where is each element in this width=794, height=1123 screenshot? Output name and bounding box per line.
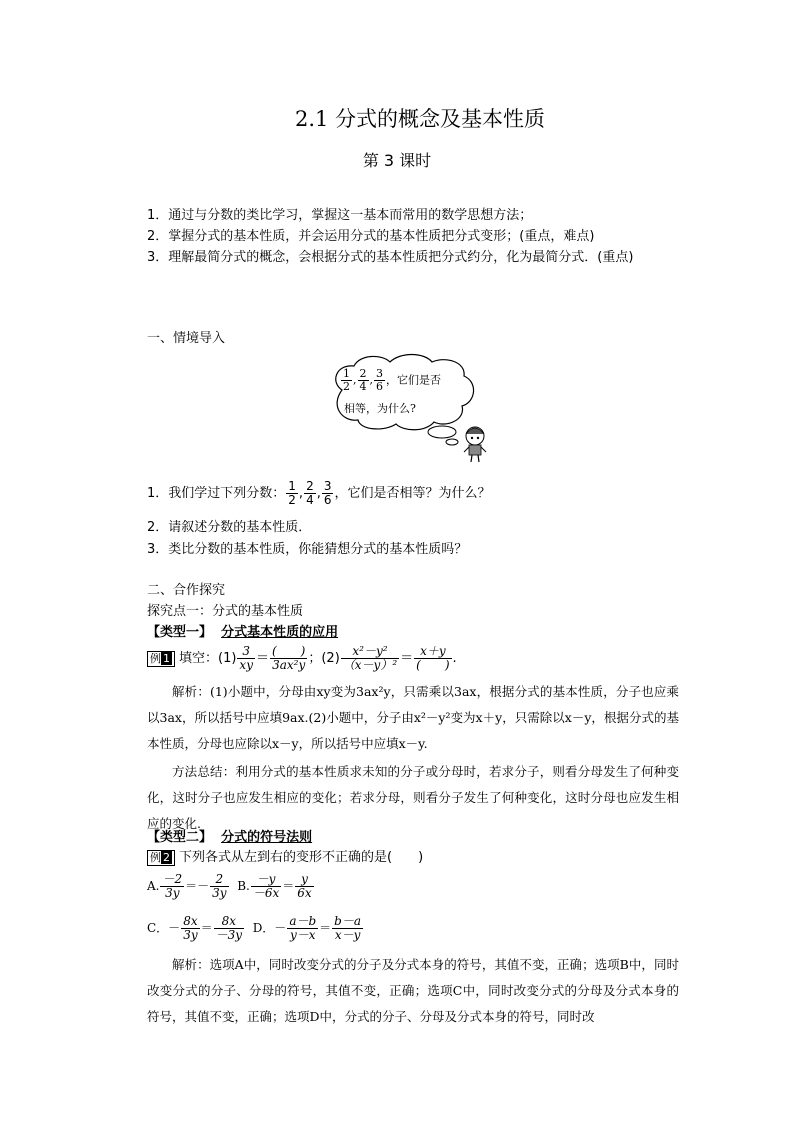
bubble-text-line1: $\frac{1}{2}$ , $\frac{2}{4}$ , $\frac{3}{6}$ ，它们是否 (343, 367, 441, 394)
option-d: D．－ $\frac{a-b}{y-x}$ ＝ $\frac{b-a}{x-y}$ (252, 913, 362, 942)
page-title: 2.1 分式的概念及基本性质 (294, 107, 546, 131)
thought-bubble-illustration (322, 352, 492, 464)
intro-question-1: 1．我们学过下列分数： $\frac{1}{2}$ , $\frac{2}{4}$ , $\frac{3}{6}$ ，它们是否相等？为什么？ (147, 478, 491, 507)
bubble-text-line2: 相等，为什么? (344, 402, 416, 415)
explore-point-1: 探究点一：分式的基本性质 (147, 604, 304, 619)
objective-3: 3．理解最简分式的概念，会根据分式的基本性质把分式约分，化为最简分式．(重点) (147, 250, 634, 265)
example-badge: 例 1 (147, 651, 175, 667)
example-1: 例 1 填空：(1) $\frac{3}{xy}$ ＝ $\frac{( )}{\text{3ax²y}}$ ；(2) $\frac{\text{x²－y²}}{\text{（x－y）²}}$ ＝ $\frac{x+y}{( )}$ . (147, 640, 457, 678)
intro-question-3: 3．类比分数的基本性质，你能猜想分式的基本性质吗？ (147, 542, 468, 557)
type-2-heading: 【类型二】 分式的符号法则 (147, 830, 313, 845)
lesson-subtitle: 第 3 课时 (362, 151, 432, 170)
objective-2: 2．掌握分式的基本性质，并会运用分式的基本性质把分式变形；(重点，难点) (147, 229, 595, 244)
options-row-1 (147, 866, 315, 906)
type-1-heading: 【类型一】 分式基本性质的应用 (147, 625, 339, 640)
option-c: C．－ $\frac{8x}{3y}$ ＝ $\frac{8x}{-3y}$ (147, 913, 243, 942)
example-2: 例 2 下列各式从左到右的变形不正确的是( ) (147, 846, 423, 866)
example-1-analysis: 解析：(1)小题中，分母由xy变为3ax²y，只需乘以3ax，根据分式的基本性质，分子也应乘以3ax，所以括号中应填9ax.(2)小题中，分子由x²－y²变为x＋y，只需除以x－y，根据分式的基本性质，分母也应除以x－y，所以括号中应填x－y. (147, 684, 679, 751)
section-heading-explore: 二、合作探究 (147, 583, 226, 598)
example-badge: 例 2 (147, 850, 175, 866)
example-1-summary: 方法总结：利用分式的基本性质求未知的分子或分母时，若求分子，则看分母发生了何种变化，这时分子也应发生相应的变化；若求分母，则看分子发生了何种变化，这时分母也应发生相应的变化. (147, 764, 679, 831)
options-row-2 (147, 908, 364, 948)
section-heading-intro: 一、情境导入 (147, 331, 226, 346)
objective-1: 1．通过与分数的类比学习，掌握这一基本而常用的数学思想方法； (147, 208, 533, 223)
intro-question-2: 2．请叙述分数的基本性质． (147, 520, 312, 535)
option-b: B. $\frac{-y}{-6x}$ ＝ $\frac{y}{6x}$ (237, 871, 312, 900)
example-2-analysis: 解析：选项A中，同时改变分式的分子及分式本身的符号，其值不变，正确；选项B中，同时改变分式的分子、分母的符号，其值不变，正确；选项C中，同时改变分式的分母及分式本身的符号，其值不变，正确；选项D中，分式的分子、分母及分式本身的符号，同时改 (147, 957, 679, 1024)
option-a: A. $\frac{-2}{3y}$ ＝－ $\frac{2}{3y}$ (147, 871, 227, 900)
